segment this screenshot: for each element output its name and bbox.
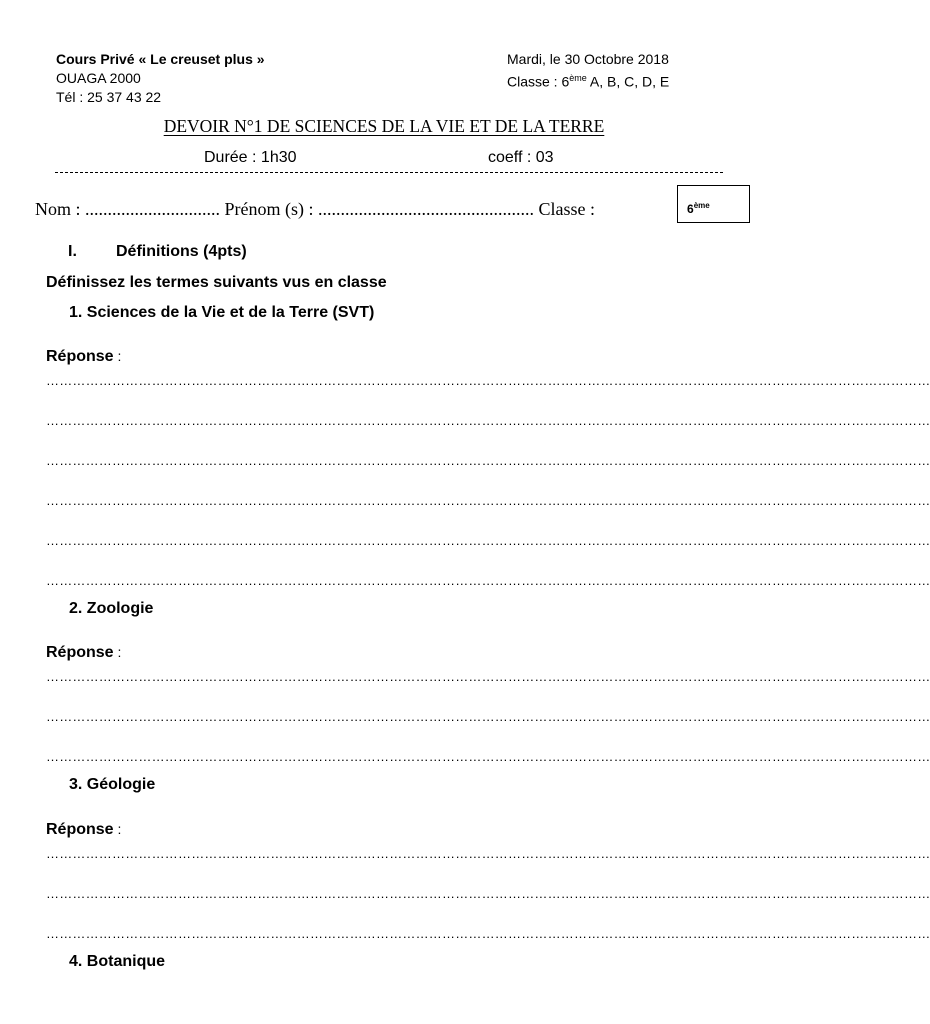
separator-line	[55, 172, 723, 173]
answer-label-1: Réponse :	[46, 348, 122, 365]
page-title: DEVOIR N°1 DE SCIENCES DE LA VIE ET DE LA TERRE	[163, 116, 605, 136]
answer-line[interactable]: …………………………………………………………………………………………………………………………………………………………………………………	[46, 413, 930, 428]
section-title: Définitions (4pts)	[116, 243, 247, 260]
identity-line	[35, 199, 595, 220]
answer-label-2: Réponse :	[46, 644, 122, 661]
answer-line[interactable]: …………………………………………………………………………………………………………………………………………………………………………………	[46, 533, 930, 548]
class-suffix: A, B, C, D, E	[586, 73, 670, 90]
class-list	[507, 69, 669, 92]
answer-line[interactable]: …………………………………………………………………………………………………………………………………………………………………………………	[46, 749, 930, 764]
section-instruction: Définissez les termes suivants vus en classe	[46, 274, 387, 291]
school-city: OUAGA 2000	[56, 70, 141, 86]
answer-line[interactable]: …………………………………………………………………………………………………………………………………………………………………………………	[46, 886, 930, 901]
class-box-value: 6ème	[687, 201, 710, 216]
question-4: 4. Botanique	[69, 953, 166, 970]
school-phone: Tél : 25 37 43 22	[56, 89, 162, 105]
answer-line[interactable]: …………………………………………………………………………………………………………………………………………………………………………………	[46, 709, 930, 724]
school-name: Cours Privé « Le creuset plus »	[56, 51, 265, 67]
prenom-field[interactable]: Prénom (s) : ................................................	[224, 199, 535, 219]
class-prefix: Classe : 6	[507, 73, 570, 90]
duration: Durée : 1h30	[204, 149, 297, 166]
answer-label-3: Réponse :	[46, 821, 122, 838]
classe-label: Classe :	[538, 199, 596, 219]
section-number: I.	[68, 243, 77, 260]
class-sup: ème	[569, 73, 587, 83]
answer-line[interactable]: …………………………………………………………………………………………………………………………………………………………………………………	[46, 453, 930, 468]
question-1: 1. Sciences de la Vie et de la Terre (SVT)	[69, 304, 375, 321]
question-2: 2. Zoologie	[69, 600, 154, 617]
answer-line[interactable]: …………………………………………………………………………………………………………………………………………………………………………………	[46, 669, 930, 684]
exam-date: Mardi, le 30 Octobre 2018	[507, 51, 669, 67]
nom-field[interactable]: Nom : ..............................	[35, 199, 221, 219]
answer-line[interactable]: …………………………………………………………………………………………………………………………………………………………………………………	[46, 846, 930, 861]
answer-line[interactable]: …………………………………………………………………………………………………………………………………………………………………………………	[46, 493, 930, 508]
answer-line[interactable]: …………………………………………………………………………………………………………………………………………………………………………………	[46, 926, 930, 941]
answer-line[interactable]: …………………………………………………………………………………………………………………………………………………………………………………	[46, 373, 930, 388]
class-box[interactable]	[677, 185, 750, 223]
coefficient: coeff : 03	[488, 149, 554, 166]
question-3: 3. Géologie	[69, 776, 156, 793]
answer-line[interactable]: …………………………………………………………………………………………………………………………………………………………………………………	[46, 573, 930, 588]
